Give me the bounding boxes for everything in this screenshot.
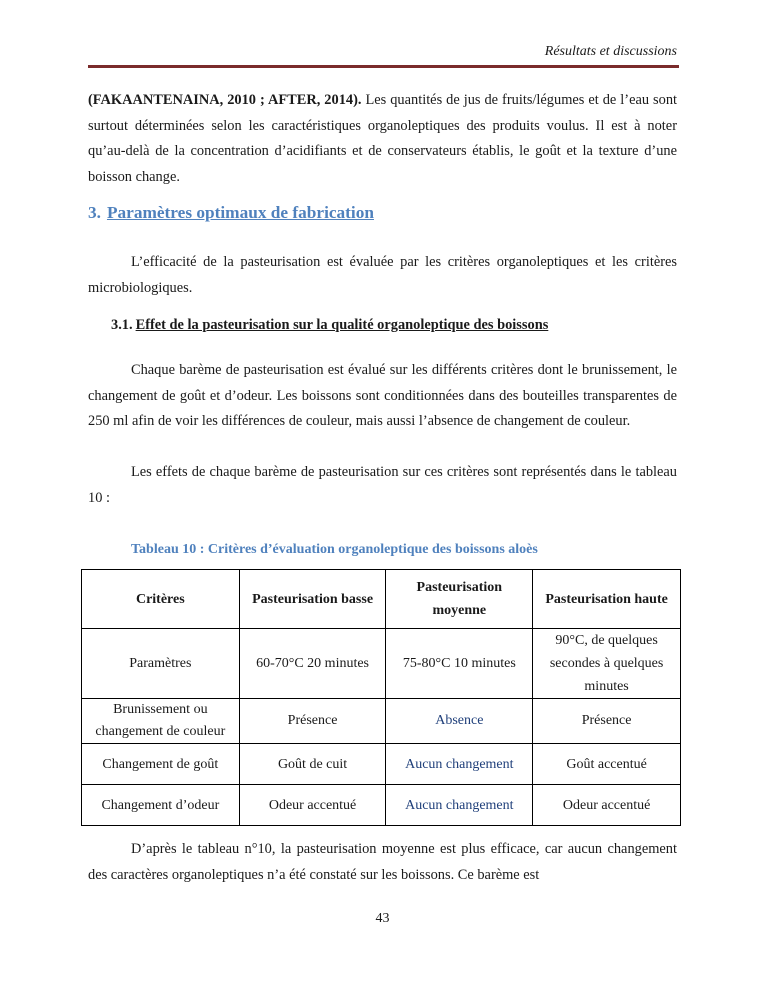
conclusion-paragraph: D’après le tableau n°10, la pasteurisation moyenne est plus efficace, car aucun changement des caractères organoleptiques n’a été constaté sur les boissons. Ce barème est [88, 841, 677, 883]
intro-text: Les quantités de jus de fruits/légumes et de l’eau sont surtout déterminées selon les caractéristiques organoleptiques des produits voulus. Il est à noter qu’au-delà de la concentration d’acidifiants et de conservateurs établis, le goût et la texture d’une boisson change. [88, 92, 678, 185]
header-criteria: Critères [82, 570, 240, 629]
header-divider [88, 65, 679, 68]
table-row [82, 744, 681, 785]
table-cell: 90°C, de quelques secondes à quelques minutes [533, 629, 681, 699]
section-3-1-paragraph-1: Chaque barème de pasteurisation est évalué sur les différents critères dont le brunissement, le changement de goût et d’odeur. Les boissons sont conditionnées dans des bouteilles transparentes de 250 ml afin de voir les différences de couleur, mais aussi l’absence de changement de couleur. [88, 362, 677, 429]
table-cell: Aucun changement [386, 744, 533, 785]
intro-paragraph [88, 88, 677, 190]
section-3-1-title: Effet de la pasteurisation sur la qualité organoleptique des boissons [135, 317, 549, 333]
running-header: Résultats et discussions [544, 44, 677, 59]
table-cell: Brunissement ou changement de couleur [82, 699, 240, 744]
table-cell: Goût de cuit [239, 744, 386, 785]
section-3-1-paragraph-2: Les effets de chaque barème de pasteurisation sur ces critères sont représentés dans le tableau 10 : [88, 464, 677, 506]
table-row [82, 785, 681, 826]
table-header-row [82, 570, 681, 629]
table-cell: Paramètres [82, 629, 240, 699]
table-cell: Présence [533, 699, 681, 744]
table-cell: Odeur accentué [239, 785, 386, 826]
header-low-pasteurisation: Pasteurisation basse [239, 570, 386, 629]
section-3-1-number: 3.1. [111, 317, 133, 333]
section-3-heading [88, 203, 374, 223]
table-cell: 60-70°C 20 minutes [239, 629, 386, 699]
section-3-paragraph: L’efficacité de la pasteurisation est évaluée par les critères organoleptiques et les critères microbiologiques. [88, 254, 677, 296]
table-cell: Goût accentué [533, 744, 681, 785]
table-row [82, 699, 681, 744]
table-row [82, 629, 681, 699]
page-number: 43 [375, 911, 390, 926]
header-high-pasteurisation: Pasteurisation haute [533, 570, 681, 629]
section-3-title: Paramètres optimaux de fabrication [106, 203, 374, 222]
table-caption: Tableau 10 : Critères d’évaluation organoleptique des boissons aloès [131, 542, 538, 557]
table-cell: Aucun changement [386, 785, 533, 826]
section-3-number: 3. [88, 203, 101, 222]
section-3-1-heading [111, 317, 548, 334]
table-cell: Présence [239, 699, 386, 744]
evaluation-table [81, 569, 681, 826]
intro-citation: (FAKAANTENAINA, 2010 ; AFTER, 2014). [88, 92, 362, 108]
table-cell: Changement de goût [82, 744, 240, 785]
header-medium-pasteurisation: Pasteurisation moyenne [386, 570, 533, 629]
table-cell: Odeur accentué [533, 785, 681, 826]
table-cell: Changement d’odeur [82, 785, 240, 826]
table-cell: 75-80°C 10 minutes [386, 629, 533, 699]
table-cell: Absence [386, 699, 533, 744]
